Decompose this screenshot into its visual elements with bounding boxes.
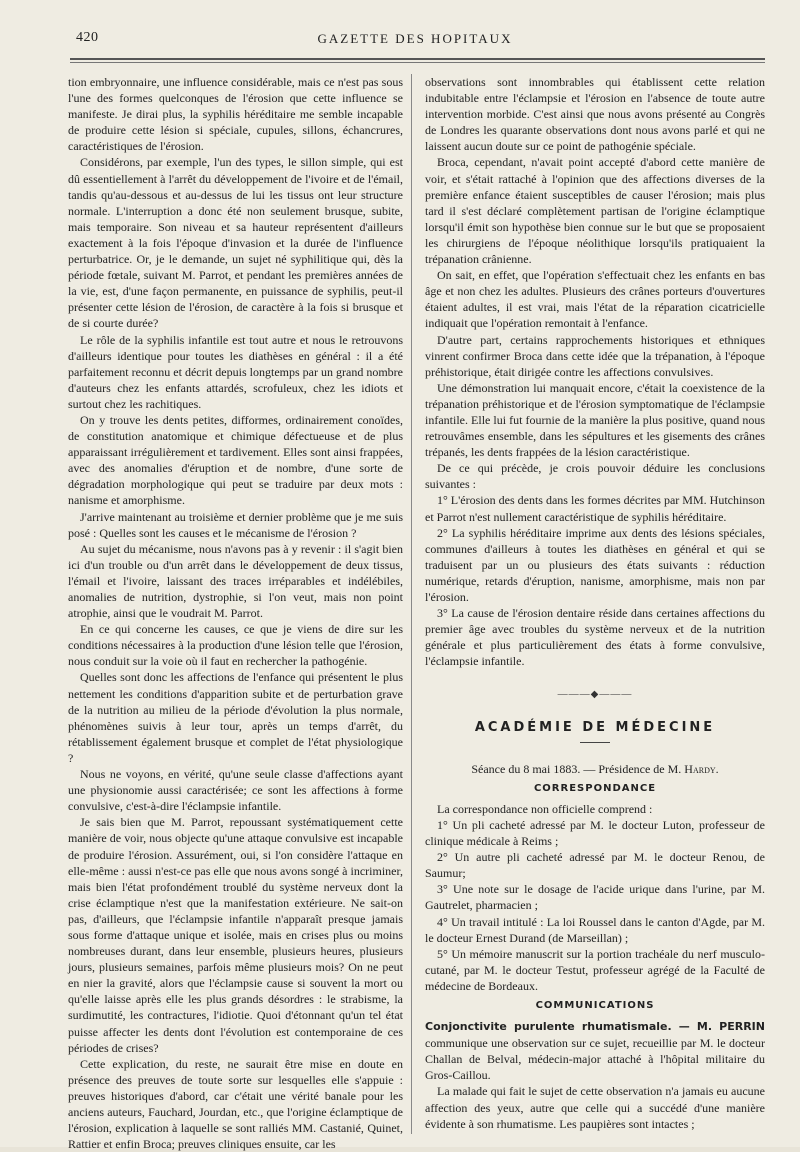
session-suffix: .	[715, 761, 719, 776]
header-rule-thick	[70, 58, 765, 60]
paragraph: On y trouve les dents petites, difformes, ordinairement conoïdes, de constitution anatomique et chimique défectueuse et de plus apparaissant irrégulièrement et tardivement. Elles sont ainsi frappées, avec des anomalies d'éruption et de nombre, d'une sorte de dégradation morphologique qui peut se traduire par deux mots : nanisme et amorphisme.	[68, 412, 403, 508]
page-number: 420	[76, 30, 99, 45]
paragraph: Une démonstration lui manquait encore, c'était la coexistence de la trépanation préhistorique et de l'érosion symptomatique de l'éclampsie infantile. Elle lui fut fournie de la manière la plus positive, quand nous retrouvâmes ensemble, dans les sépultures et les gisements des crânes trépanés, les dents frappées de la lésion caractéristique.	[425, 380, 765, 460]
paragraph: Au sujet du mécanisme, nous n'avons pas à y revenir : il s'agit bien ici d'un trouble ou d'un arrêt dans le développement de deux tissus, l'émail et l'ivoire, laissant des traces irréparables et indélébiles, anomalies de nutrition, dystrophie, si l'on veut, mais non point atrophie, ainsi que le voudrait M. Parrot.	[68, 541, 403, 621]
left-column	[68, 74, 403, 1152]
session-prefix: Séance du 8 mai 1883. — Présidence de M.	[471, 761, 685, 776]
session-president: Hardy	[684, 761, 716, 776]
paragraph: De ce qui précède, je crois pouvoir déduire les conclusions suivantes :	[425, 461, 765, 492]
list-item: 1° Un pli cacheté adressé par M. le docteur Luton, professeur de clinique médicale à Reims ;	[425, 817, 765, 849]
paragraph: Je sais bien que M. Parrot, repoussant systématiquement cette manière de voir, nous objecte qu'une attaque convulsive est incapable de produire l'érosion. Assurément, oui, si l'on considère l'attaque en elle-même : aussi n'est-ce pas elle que nous avons songé à incriminer, mais bien l'état profondément troublé du système nerveux dont la crise éclamptique n'est que la manifestation extérieure. Ne sait-on pas, d'ailleurs, que l'éclampsie infantile n'apparaît presque jamais sous forme d'attaque unique et isolée, mais en crises plus ou moins nombreuses durant, dans leur ensemble, plusieurs heures, plusieurs jours, plusieurs semaines, parfois même plusieurs mois? On ne peut en nier la gravité, alors que l'éclampsie cause si souvent la mort ou qu'elle laisse après elle les plus grands désordres : le strabisme, la surdimutité, les contractures, l'idiotie. Quoi d'étonnant qu'un tel état puisse affecter les dents dont l'évolution est contemporaine de ces périodes de crises?	[68, 815, 403, 1055]
title-rule	[580, 742, 610, 743]
paragraph: 2° La syphilis héréditaire imprime aux dents des lésions spéciales, communes d'ailleurs à toutes les diathèses en général et qui se traduisent par un ou plusieurs des états suivants : réduction numérique, retards d'éruption, nanisme, amorphisme, mais non par l'érosion.	[425, 525, 765, 604]
paragraph: Le rôle de la syphilis infantile est tout autre et nous le retrouvons d'ailleurs identique pour toutes les diathèses en général : il a été parfaitement reconnu et décrit depuis longtemps par un grand nombre d'auteurs chez les enfants attardés, scrofuleux, chez les idiots et surtout chez les rachitiques.	[68, 332, 403, 411]
paragraph: Broca, cependant, n'avait point accepté d'abord cette manière de voir, et s'était rattaché à l'opinion que des affections diverses de la première enfance étaient susceptibles de causer l'érosion; mais plus tard il s'est déclaré complètement partisan de l'origine éclamptique lorsqu'il émit son hypothèse bien connue sur le but que se proposaient les chirurgiens de l'époque néolithique lorsqu'ils pratiquaient la trépanation crânienne.	[425, 155, 765, 267]
paragraph: observations sont innombrables qui établissent cette relation indubitable entre l'éclampsie et l'érosion en l'absence de toute autre intervention morbide. C'est ainsi que nous avons présenté au Congrès de Londres les quarante observations dont nous avons parlé et qui ne laissent aucun doute sur ce point de pathogénie spéciale.	[425, 75, 765, 154]
paragraph: 3° La cause de l'érosion dentaire réside dans certaines affections du premier âge avec troubles du système nerveux et de la nutrition générale et plus particulièrement des états à forme convulsive, l'éclampsie infantile.	[425, 606, 765, 669]
paragraph: Considérons, par exemple, l'un des types, le sillon simple, qui est dû essentiellement à l'arrêt du développement de l'ivoire et de l'émail, tandis qu'au-dessous et au-dessus de lui les tissus ont leur structure normale. L'interruption a donc été non seulement brusque, subite, mais temporaire. Son niveau et sa hauteur représentent d'ailleurs exactement à la fois l'époque d'invasion et la durée de l'influence perturbatrice. Or, je le demande, un sujet né syphilitique qui, dès la période fœtale, suivant M. Parrot, et pendant les premières années de la vie, est, d'une façon permanente, en puissance de syphilis, peut-il présenter cette lésion de l'érosion, de caractère à la fois si brusque et de si courte durée?	[68, 155, 403, 331]
list-item: 2° Un autre pli cacheté adressé par M. le docteur Renou, de Saumur;	[425, 850, 765, 881]
correspondance-heading: CORRESPONDANCE	[533, 782, 657, 794]
paragraph: La malade qui fait le sujet de cette observation n'a jamais eu aucune affection des yeux, autre que celle qui a succédé d'une manière évidente à son rhumatisme. Les paupières sont intactes ;	[425, 1084, 765, 1131]
communication-paragraph	[425, 1018, 765, 1083]
session-line	[425, 761, 765, 777]
list-item: 4° Un travail intitulé : La loi Roussel dans le canton d'Agde, par M. le docteur Ernest Durand (de Marseillan) ;	[425, 914, 765, 945]
header-rule-thin	[70, 62, 765, 63]
list-item: 5° Un mémoire manuscrit sur la portion trachéale du nerf musculo-cutané, par M. le docteur Testut, professeur agrégé de la Faculté de médecine de Bordeaux.	[425, 946, 765, 993]
paragraph: On sait, en effet, que l'opération s'effectuait chez les enfants en bas âge et non chez les adultes. Plusieurs des crânes porteurs d'ouvertures étaient adultes, il est vrai, mais l'état de la réparation cicatricielle indiquait que l'opération remontait à l'enfance.	[425, 268, 765, 331]
communication-text: communique une observation sur ce sujet, recueillie par M. le docteur Challan de Belval, médecin-major attaché à l'hôpital militaire du Gros-Caillou.	[425, 1036, 765, 1083]
paragraph: tion embryonnaire, une influence considérable, mais ce n'est pas sous l'une des formes quelconques de l'érosion que cette influence se manifeste. Je dirai plus, la syphilis héréditaire me semble incapable de produire cette lésion si spéciale, cupules, sillons, échancrures, caractéristiques de l'érosion.	[68, 75, 403, 154]
list-item: 3° Une note sur le dosage de l'acide urique dans l'urine, par M. Gautrelet, pharmacien ;	[425, 882, 765, 913]
paragraph: D'autre part, certains rapprochements historiques et ethniques vinrent confirmer Broca dans cette idée que la trépanation, à l'époque préhistorique, était dirigée contre les affections convulsives.	[425, 332, 765, 379]
communication-lead: Conjonctivite purulente rhumatismale. — M. PERRIN	[425, 1020, 765, 1034]
column-divider	[411, 74, 412, 1134]
paragraph: Cette explication, du reste, ne saurait être mise en doute en présence des preuves de toute sorte sur lesquelles elle s'appuie : preuves historiques d'abord, car c'était une vérité banale pour les anciens auteurs, Fauchard, Jourdan, etc., que l'origine éclamptique de l'érosion, explication à laquelle se sont ralliés MM. Castanié, Quinet, Rattier et enfin Broca; preuves cliniques ensuite, car les	[68, 1056, 403, 1152]
list-item: La correspondance non officielle comprend :	[437, 801, 653, 816]
paragraph: Quelles sont donc les affections de l'enfance qui présentent le plus nettement les conditions d'apparition subite et de perturbation grave de la nutrition au milieu de la période d'évolution la plus normale, phénomènes suivis à leur tour, après un temps d'arrêt, du rétablissement également brusque et complet de l'état physiologique ?	[68, 670, 403, 765]
section-title: ACADÉMIE DE MÉDECINE	[474, 719, 716, 735]
section-separator: ———◆———	[557, 689, 633, 701]
paragraph: 1° L'érosion des dents dans les formes décrites par MM. Hutchinson et Parrot n'est nullement caractéristique de syphilis héréditaire.	[425, 493, 765, 524]
page-header	[60, 28, 770, 58]
paragraph: J'arrive maintenant au troisième et dernier problème que je me suis posé : Quelles sont les causes et le mécanisme de l'érosion ?	[68, 509, 403, 540]
paragraph: En ce qui concerne les causes, ce que je viens de dire sur les conditions nécessaires à la production d'une lésion telle que l'érosion, nous conduit sur la voie où il faut en rechercher la pathogénie.	[68, 622, 403, 669]
paragraph: Nous ne voyons, en vérité, qu'une seule classe d'affections ayant une physionomie aussi caractérisée; ce sont les affections à forme convulsive, c'est-à-dire l'éclampsie infantile.	[68, 767, 403, 814]
journal-title: GAZETTE DES HOPITAUX	[317, 31, 513, 46]
communications-heading: COMMUNICATIONS	[535, 999, 655, 1011]
right-column	[425, 74, 765, 1134]
